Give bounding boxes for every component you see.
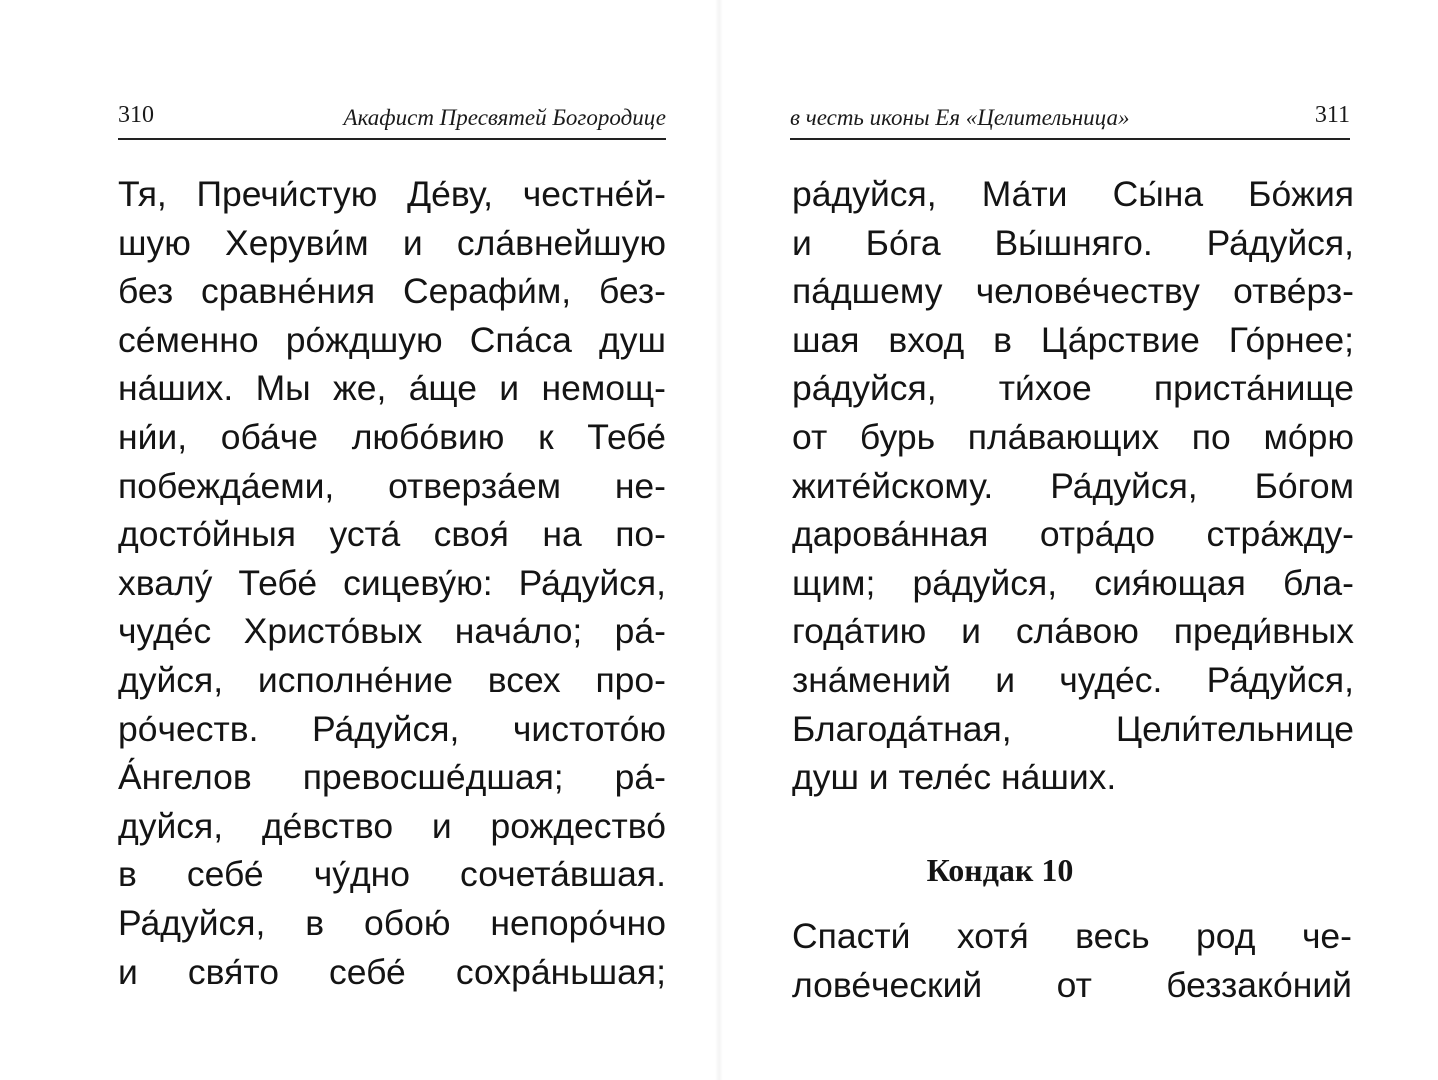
text-line: на́ших. Мы же, а́ще и немощ- [118,368,666,409]
text-line: зна́мений и чуде́с. Ра́дуйся, [792,659,1354,700]
text-line: дуйся, де́вство и рождество́ [118,805,666,846]
text-line: чуде́с Христо́вых нача́ло; ра́- [118,611,666,652]
text-line: и свя́то себе́ сохра́ньшая; [118,951,666,992]
text-line: дуйся, исполне́ние всех про- [118,659,666,700]
text-line: ни́и, оба́че любо́вию к Тебе́ [118,416,666,457]
section-heading: Кондак 10 [926,852,1074,888]
text-line: шая вход в Ца́рствие Го́рнее; [792,319,1354,360]
text-line: досто́йныя уста́ своя́ на по- [118,514,666,555]
text-line: хвалу́ Тебе́ сицеву́ю: Ра́дуйся, [118,562,666,603]
text-line: жите́йскому. Ра́дуйся, Бо́гом [792,465,1354,506]
left-running-head [118,100,666,140]
right-page-number: 311 [1314,102,1350,128]
text-line: лове́ческий от беззако́ний [792,964,1352,1005]
right-body-text-continued [792,912,1352,1009]
text-line: Благода́тная, Цели́тельнице [792,708,1354,749]
text-line: от бурь пла́вающих по мо́рю [792,416,1354,457]
text-line: побежда́еми, отверза́ем не- [118,465,666,506]
left-body-text [118,170,666,996]
text-line: щим; ра́дуйся, сия́ющая бла- [792,562,1354,603]
text-line: Тя, Пречи́стую Де́ву, честне́й- [118,174,666,214]
text-line: в себе́ чу́дно сочета́вшая. [118,854,666,895]
text-line: дарова́нная отра́до стра́жду- [792,514,1354,555]
text-line: ра́дуйся, Ма́ти Сы́на Бо́жия [792,174,1354,214]
left-running-title: Акафист Пресвятей Богородице [343,105,666,130]
right-page [719,0,1438,1080]
text-line: па́дшему челове́честву отве́рз- [792,271,1354,312]
right-running-title: в честь иконы Ея «Целительница» [790,105,1130,130]
text-line: ра́дуйся, ти́хое приста́нище [792,368,1354,409]
text-line: и Бо́га Вы́шняго. Ра́дуйся, [792,222,1354,263]
text-line: без сравне́ния Серафи́м, без- [118,271,666,312]
text-line: А́нгелов превосше́дшая; ра́- [118,757,666,798]
right-body-text [792,170,1354,802]
text-line: ро́честв. Ра́дуйся, чистото́ю [118,708,666,749]
text-line: Спасти́ хотя́ весь род че- [792,916,1352,956]
text-line: душ и теле́с на́ших. [792,757,1117,798]
text-line: Ра́дуйся, в обою́ непоро́чно [118,902,666,943]
text-line: года́тию и сла́вою преди́вных [792,611,1354,652]
text-line: се́менно ро́ждшую Спа́са душ [118,319,666,360]
text-line: шую Херуви́м и сла́внейшую [118,222,666,263]
right-running-head [790,100,1350,140]
left-page-number: 310 [118,102,154,128]
